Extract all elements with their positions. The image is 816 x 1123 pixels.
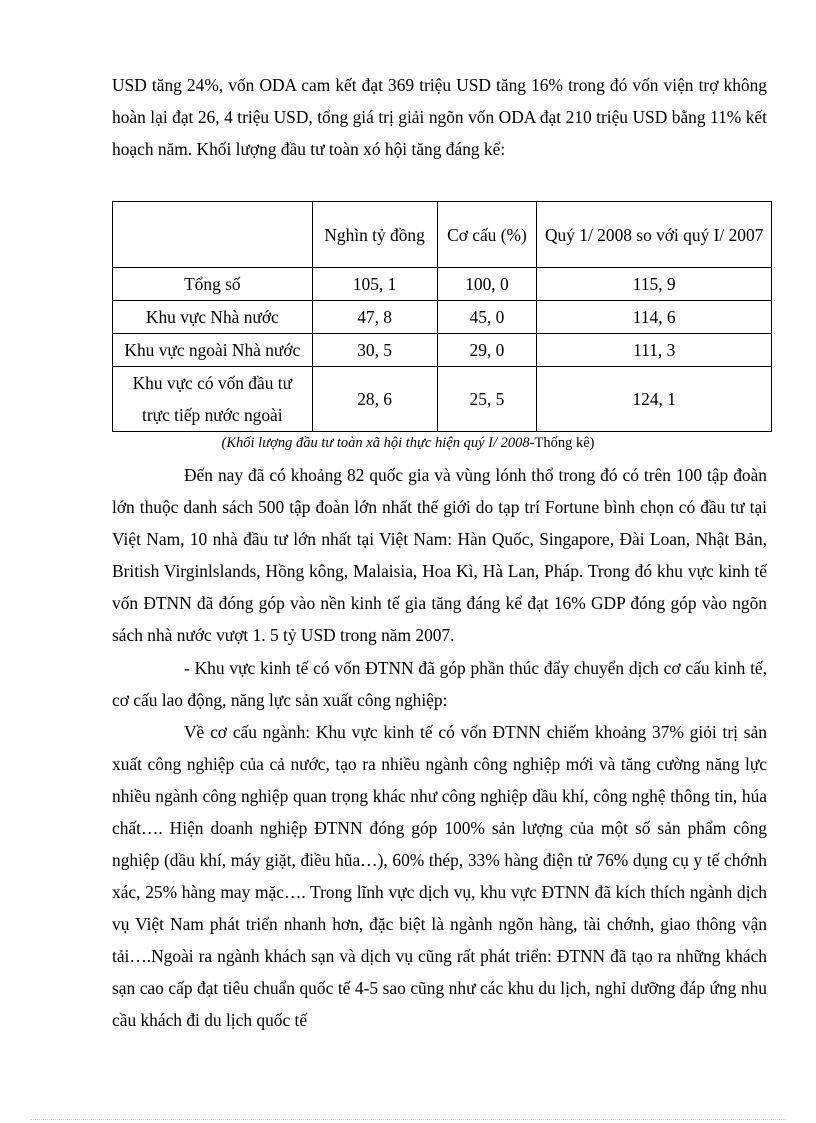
table-row xyxy=(113,268,772,301)
intro-paragraph: USD tăng 24%, vốn ODA cam kết đạt 369 triệu USD tăng 16% trong đó vốn viện trợ không hoàn lại đạt 26, 4 triệu USD, tổng giá trị giải ngõn vốn ODA đạt 210 triệu USD bằng 11% kết hoạch năm. Khối lượng đầu tư toàn xó hội tăng đáng kể: xyxy=(112,75,767,159)
table-cell: 100, 0 xyxy=(437,268,537,301)
table-cell: Khu vực có vốn đầu tư trực tiếp nước ngoài xyxy=(113,367,313,432)
table-row xyxy=(113,334,772,367)
page-bottom-divider xyxy=(30,1119,786,1120)
body-paragraph: - Khu vực kinh tế có vốn ĐTNN đã góp phần thúc đẩy chuyển dịch cơ cấu kinh tế, cơ cấu lao động, năng lực sản xuất công nghiệp: xyxy=(112,658,767,710)
table-cell: 115, 9 xyxy=(537,268,772,301)
table-cell: 29, 0 xyxy=(437,334,537,367)
table-cell: 25, 5 xyxy=(437,367,537,432)
body-paragraph: Đến nay đã có khoảng 82 quốc gia và vùng lónh thổ trong đó có trên 100 tập đoàn lớn thuộc danh sách 500 tập đoàn lớn nhất thế giới do tạp trí Fortune bình chọn có đầu tư tại Việt Nam, 10 nhà đầu tư lớn nhất tại Việt Nam: Hàn Quốc, Singapore, Đài Loan, Nhật Bản, British Virginlslands, Hồng kông, Malaisia, Hoa Kì, Hà Lan, Pháp. Trong đó khu vực kinh tế vốn ĐTNN đã đóng góp vào nền kinh tế gia tăng đáng kể đạt 16% GDP đóng góp vào ngõn sách nhà nước vượt 1. 5 tỷ USD trong năm 2007. xyxy=(112,465,767,645)
investment-table xyxy=(112,201,772,432)
table-header-row xyxy=(113,202,772,268)
body-paragraph: Về cơ cấu ngành: Khu vực kinh tế có vốn ĐTNN chiếm khoảng 37% giỏi trị sản xuất công nghiệp của cả nước, tạo ra nhiều ngành công nghiệp mới và tăng cường năng lực nhiều ngành công nghiệp quan trọng khác như công nghiệp dầu khí, công nghệ thông tin, húa chất…. Hiện doanh nghiệp ĐTNN đóng góp 100% sản lượng của một số sản phẩm công nghiệp (dầu khí, máy giặt, điều hũa…), 60% thép, 33% hàng điện tử 76% dụng cụ y tế chớnh xác, 25% hàng may mặc…. Trong lĩnh vực dịch vụ, khu vực ĐTNN đã kích thích ngành dịch vụ Việt Nam phát triển nhanh hơn, đặc biệt là ngành ngõn hàng, tài chớnh, giao thông vận tải….Ngoài ra ngành khách sạn và dịch vụ cũng rất phát triển: ĐTNN đã tạo ra những khách sạn cao cấp đạt tiêu chuẩn quốc tế 4-5 sao cũng như các khu du lịch, nghỉ dưỡng đáp ứng nhu cầu khách đi du lịch quốc tế xyxy=(112,722,767,1030)
table-caption xyxy=(112,433,704,453)
table-cell: 45, 0 xyxy=(437,301,537,334)
table-cell: 114, 6 xyxy=(537,301,772,334)
table-header-cell xyxy=(113,202,313,268)
table-cell: Khu vực ngoài Nhà nước xyxy=(113,334,313,367)
table-row xyxy=(113,367,772,432)
table-cell: Khu vực Nhà nước xyxy=(113,301,313,334)
table-row xyxy=(113,301,772,334)
table-header-cell: Quý 1/ 2008 so với quý I/ 2007 xyxy=(537,202,772,268)
table-cell: 28, 6 xyxy=(312,367,437,432)
caption-source: -Thống kê) xyxy=(529,435,595,451)
table-cell: 105, 1 xyxy=(312,268,437,301)
table-header-cell: Cơ cấu (%) xyxy=(437,202,537,268)
table-cell: 30, 5 xyxy=(312,334,437,367)
table-cell: Tổng số xyxy=(113,268,313,301)
caption-title: (Khối lượng đầu tư toàn xã hội thực hiện quý I/ 2008 xyxy=(221,435,530,451)
table-cell: 47, 8 xyxy=(312,301,437,334)
table-cell: 111, 3 xyxy=(537,334,772,367)
table-header-cell: Nghìn tỷ đồng xyxy=(312,202,437,268)
table-cell: 124, 1 xyxy=(537,367,772,432)
